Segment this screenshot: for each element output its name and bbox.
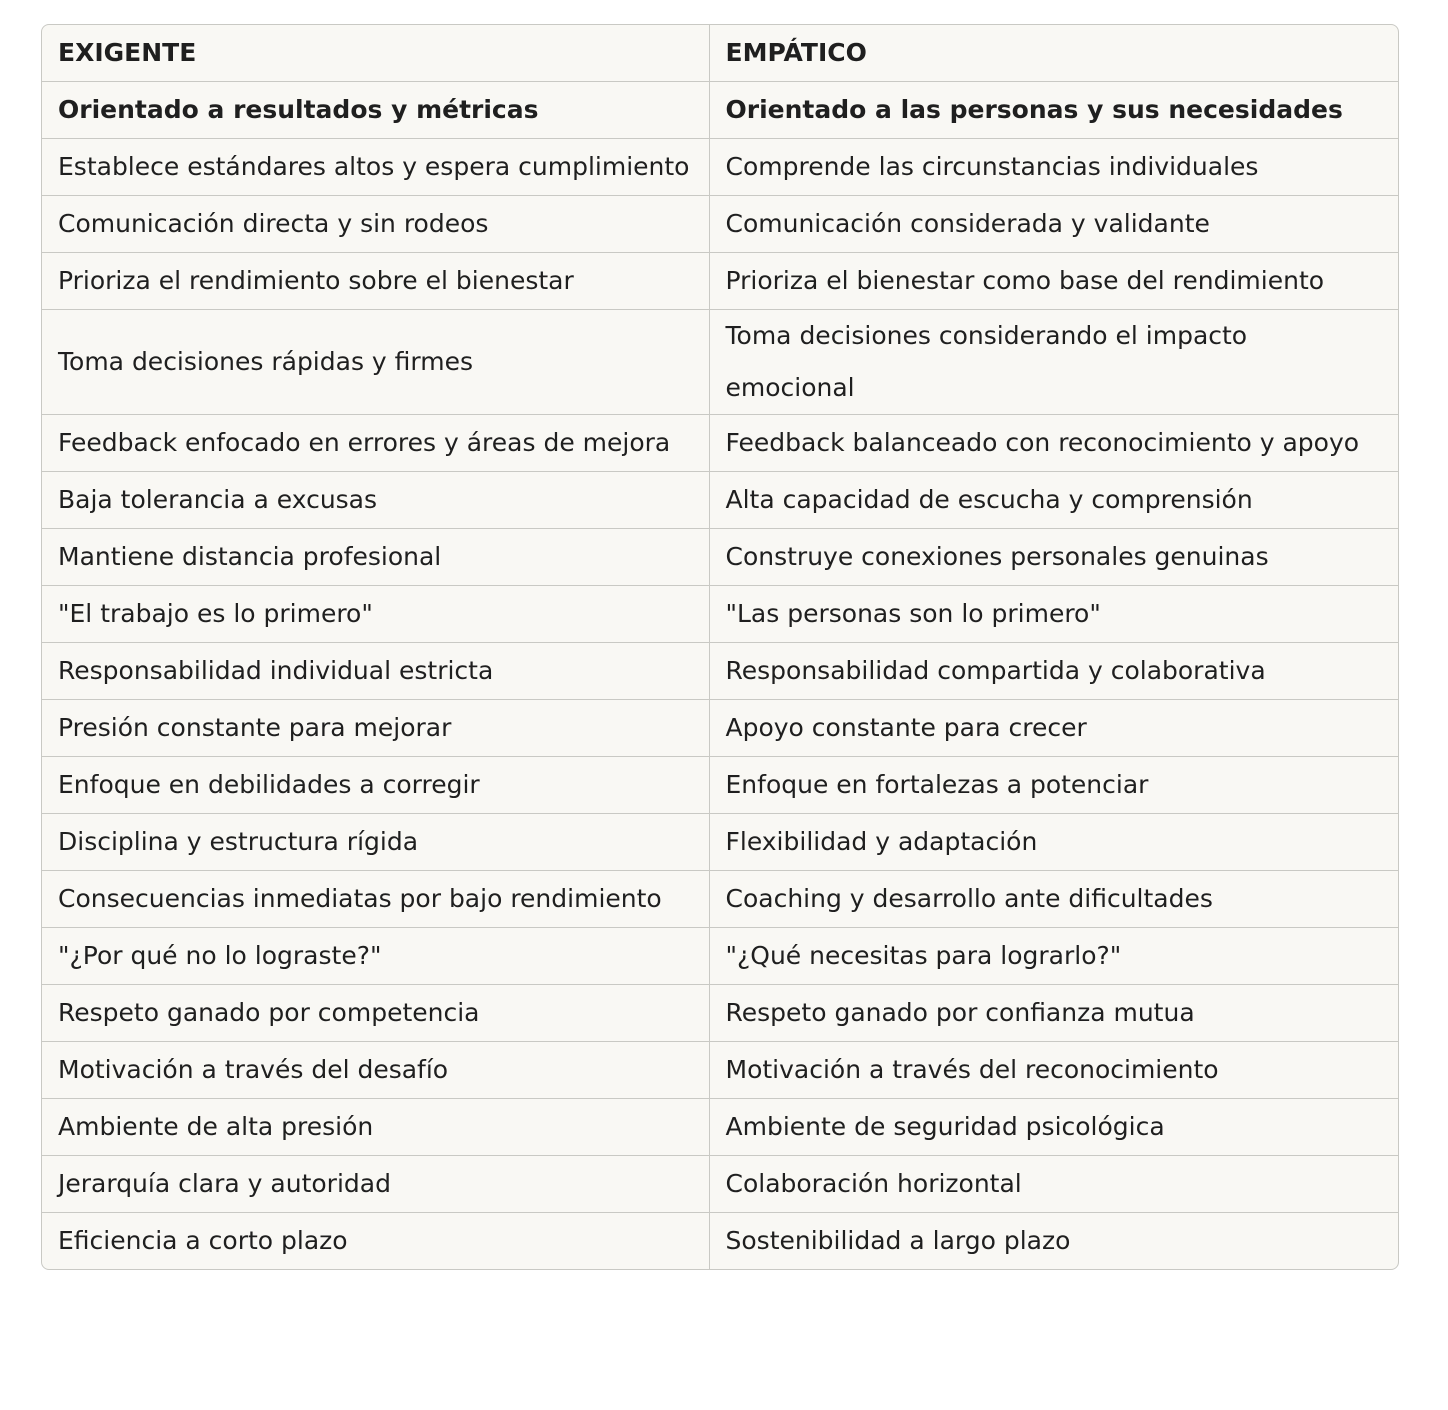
cell-empatico: "¿Qué necesitas para lograrlo?" (709, 928, 1398, 985)
cell-empatico: "Las personas son lo primero" (709, 586, 1398, 643)
header-empatico: EMPÁTICO (709, 25, 1398, 82)
table-row (42, 985, 1398, 1042)
cell-exigente: Ambiente de alta presión (42, 1099, 709, 1156)
cell-exigente: Prioriza el rendimiento sobre el bienestar (42, 253, 709, 310)
cell-empatico: Comprende las circunstancias individuales (709, 139, 1398, 196)
cell-exigente: Comunicación directa y sin rodeos (42, 196, 709, 253)
cell-empatico: Alta capacidad de escucha y comprensión (709, 472, 1398, 529)
cell-exigente: Eficiencia a corto plazo (58, 1226, 348, 1255)
table-row (42, 472, 1398, 529)
cell-exigente: Consecuencias inmediatas por bajo rendimiento (42, 871, 709, 928)
cell-empatico: Enfoque en fortalezas a potenciar (709, 757, 1398, 814)
cell-exigente: Baja tolerancia a excusas (42, 472, 709, 529)
cell-exigente: Motivación a través del desafío (42, 1042, 709, 1099)
cell-exigente: "El trabajo es lo primero" (42, 586, 709, 643)
table-row (42, 310, 1398, 415)
cell-empatico: Motivación a través del reconocimiento (709, 1042, 1398, 1099)
cell-empatico: Respeto ganado por confianza mutua (709, 985, 1398, 1042)
cell-exigente: Disciplina y estructura rígida (42, 814, 709, 871)
table-row (42, 1099, 1398, 1156)
table-row (42, 1213, 1398, 1270)
table-header-row (42, 25, 1398, 82)
table-row (42, 643, 1398, 700)
table-row (42, 139, 1398, 196)
cell-empatico: Apoyo constante para crecer (709, 700, 1398, 757)
cell-empatico: Flexibilidad y adaptación (709, 814, 1398, 871)
cell-exigente: Establece estándares altos y espera cumplimiento (42, 139, 709, 196)
cell-empatico: Colaboración horizontal (709, 1156, 1398, 1213)
cell-empatico: Toma decisiones considerando el impacto emocional (709, 310, 1398, 415)
table-row (42, 1156, 1398, 1213)
table-row (42, 196, 1398, 253)
cell-empatico: Feedback balanceado con reconocimiento y apoyo (709, 415, 1398, 472)
cell-exigente: Respeto ganado por competencia (42, 985, 709, 1042)
comparison-table (42, 25, 1398, 1269)
subheader-empatico: Orientado a las personas y sus necesidades (709, 82, 1398, 139)
table-subheader-row (42, 82, 1398, 139)
cell-empatico: Sostenibilidad a largo plazo (709, 1213, 1398, 1270)
cell-exigente: Feedback enfocado en errores y áreas de mejora (42, 415, 709, 472)
cell-empatico: Ambiente de seguridad psicológica (709, 1099, 1398, 1156)
cell-exigente: Mantiene distancia profesional (42, 529, 709, 586)
table-row (42, 586, 1398, 643)
table-row (42, 529, 1398, 586)
table-row (42, 700, 1398, 757)
cell-exigente: "¿Por qué no lo lograste?" (42, 928, 709, 985)
comparison-table-container (41, 24, 1399, 1270)
table-row (42, 757, 1398, 814)
table-row (42, 871, 1398, 928)
cell-empatico: Construye conexiones personales genuinas (709, 529, 1398, 586)
table-row (42, 928, 1398, 985)
table-row (42, 814, 1398, 871)
table-row (42, 1042, 1398, 1099)
table-row (42, 253, 1398, 310)
subheader-exigente: Orientado a resultados y métricas (42, 82, 709, 139)
cell-exigente: Jerarquía clara y autoridad (42, 1156, 709, 1213)
cell-exigente: Enfoque en debilidades a corregir (42, 757, 709, 814)
header-exigente: EXIGENTE (42, 25, 709, 82)
cell-empatico: Prioriza el bienestar como base del rendimiento (709, 253, 1398, 310)
cell-exigente: Toma decisiones rápidas y firmes (42, 310, 709, 415)
table-row (42, 415, 1398, 472)
cell-empatico: Coaching y desarrollo ante dificultades (709, 871, 1398, 928)
cell-exigente: Presión constante para mejorar (42, 700, 709, 757)
cell-empatico: Comunicación considerada y validante (709, 196, 1398, 253)
cell-empatico: Responsabilidad compartida y colaborativa (709, 643, 1398, 700)
cell-exigente: Responsabilidad individual estricta (42, 643, 709, 700)
